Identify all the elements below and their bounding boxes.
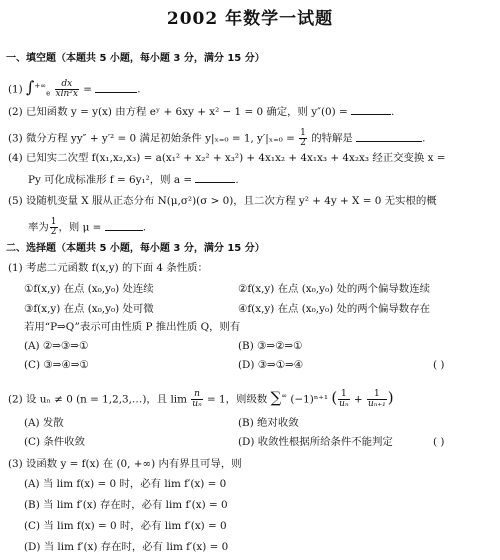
s1-question-5-line2: 率为 $\frac{1}{2}$ ，则 μ = . [28, 217, 146, 237]
answer-paren: ( ) [433, 436, 445, 448]
s1-question-4-line2: Py 可化成标准形 f = 6y₁²，则 a = . [28, 174, 239, 186]
s2-q3-option-d: (D) 当 lim f′(x) 存在时，必有 lim f′(x) = 0 [24, 541, 229, 553]
s2-q3-intro: (3) 设函数 y = f(x) 在 (0, +∞) 内有界且可导，则 [8, 458, 242, 470]
page-title: 2002 年数学一试题 [166, 9, 334, 29]
s1-question-3: (3) 微分方程 yy″ + y′² = 0 满足初始条件 y|ₓ₌₀ = 1, y′|ₓ₌₀ = $\frac{1}{2}$ 的特解是 . [8, 128, 426, 148]
answer-blank [351, 104, 391, 115]
s2-q1-intro: (1) 考虑二元函数 f(x,y) 的下面 4 条性质： [8, 262, 208, 274]
s2-q3-option-c: (C) 当 lim f(x) = 0 时，必有 lim f′(x) = 0 [24, 520, 227, 532]
answer-paren: ( ) [433, 359, 445, 371]
answer-blank [95, 82, 137, 93]
s1-question-4-line1: (4) 已知实二次型 f(x₁,x₂,x₃) = a(x₁² + x₂² + x₃²) + 4x₁x₂ + 4x₁x₃ + 4x₂x₃ 经正交变换 x = [8, 152, 446, 164]
s2-q3-option-a: (A) 当 lim f(x) = 0 时，必有 lim f′(x) = 0 [24, 478, 227, 490]
s2-question-2: (2) 设 uₙ ≠ 0 (n = 1,2,3,…)，且 lim $\frac{n}{\text{uₙ}}$ = 1，则级数 ∑∞ (−1)ⁿ⁺¹ ( $\frac{1}{\text{uₙ}}$ + $\frac{1}{\text{uₙ₊₁}}$ ) [8, 388, 394, 409]
answer-blank [356, 131, 422, 142]
section1-header: 一、填空题（本题共 5 小题，每小题 3 分，满分 15 分） [6, 53, 265, 64]
answer-blank [105, 220, 143, 231]
answer-blank [195, 172, 235, 183]
s1-question-1: (1) $\int^{+\infty}_e$ $\frac{dx}{\text{xln²x}}$ = . [8, 77, 141, 99]
s1-question-2: (2) 已知函数 y = y(x) 由方程 eʸ + 6xy + x² − 1 = 0 确定，则 y″(0) = . [8, 106, 395, 118]
section2-header: 二、选择题（本题共 5 小题，每小题 3 分，满分 15 分） [6, 243, 265, 254]
exam-page: 2002 年数学一试题 一、填空题（本题共 5 小题，每小题 3 分，满分 15 分） (1) $\int^{+\infty}_e$ $\frac{dx}{\text{xln²x}}$ = . (2) 已知函数 y = y(x) 由方程 eʸ + 6xy + x² − 1 = 0 确定，则 y″(0) = . (3) 微分方程 yy″ + y′² = 0 满足初始条件 y|ₓ₌₀ = 1, y′|ₓ₌₀ = $\frac{1}{2}$ 的特解是 . (4) 已知实二次型 f(x₁,x₂,x₃) = a(x₁² + x₂² + x₃²) + 4x₁x₂ + 4x₁x₃ + 4x₂x₃ 经正交变换 x = Py 可化成标准形 f = 6y₁²，则 a = . (5) 设随机变量 X 服从正态分布 N(μ,σ²)(σ > 0)，且二次方程 y² + 4y + X = 0 无实根的概 率为 $\frac{1}{2}$ ，则 μ = . 二、选择题（本题共 5 小题，每小题 3 分，满分 15 分） (1) 考虑二元函数 f(x,y) 的下面 4 条性质： ①f(x,y) 在点 (x₀,y₀) 处连续 ②f(x,y) 在点 (x₀,y₀) 处的两个偏导数连续 ③f(x,y) 在点 (x₀,y₀) 处可微 ④f(x,y) 在点 (x₀,y₀) 处的两个偏导数存在 若用“P⇒Q”表示可由性质 P 推出性质 Q，则有 (A) ②⇒③⇒① (B) ③⇒②⇒① (C) ③⇒④⇒① (D) ③⇒①⇒④ ( ) (2) 设 uₙ ≠ 0 (n = 1,2,3,…)，且 lim $\frac{n}{\text{uₙ}}$ = 1，则级数 ∑∞ (−1)ⁿ⁺¹ ( $\frac{1}{\text{uₙ}}$ + $\frac{1}{\text{uₙ₊₁}}$ ) (A) 发散 (B) 绝对收敛 (C) 条件收敛 (D) 收敛性根据所给条件不能判定 ( ) (3) 设函数 y = f(x) 在 (0, +∞) 内有界且可导，则 (A) 当 lim f(x) = 0 时，必有 lim f′(x) = 0 (B) 当 lim f′(x) 存在时，必有 lim f′(x) = 0 (C) 当 lim f(x) = 0 时，必有 lim f′(x) = 0 (D) 当 lim f′(x) 存在时，必有 lim f′(x) = 0 [0, 0, 500, 560]
s2-q1-note: 若用“P⇒Q”表示可由性质 P 推出性质 Q，则有 [24, 321, 241, 333]
s2-q3-option-b: (B) 当 lim f′(x) 存在时，必有 lim f′(x) = 0 [24, 499, 228, 511]
s1-question-5-line1: (5) 设随机变量 X 服从正态分布 N(μ,σ²)(σ > 0)，且二次方程 y² + 4y + X = 0 无实根的概 [8, 195, 437, 207]
